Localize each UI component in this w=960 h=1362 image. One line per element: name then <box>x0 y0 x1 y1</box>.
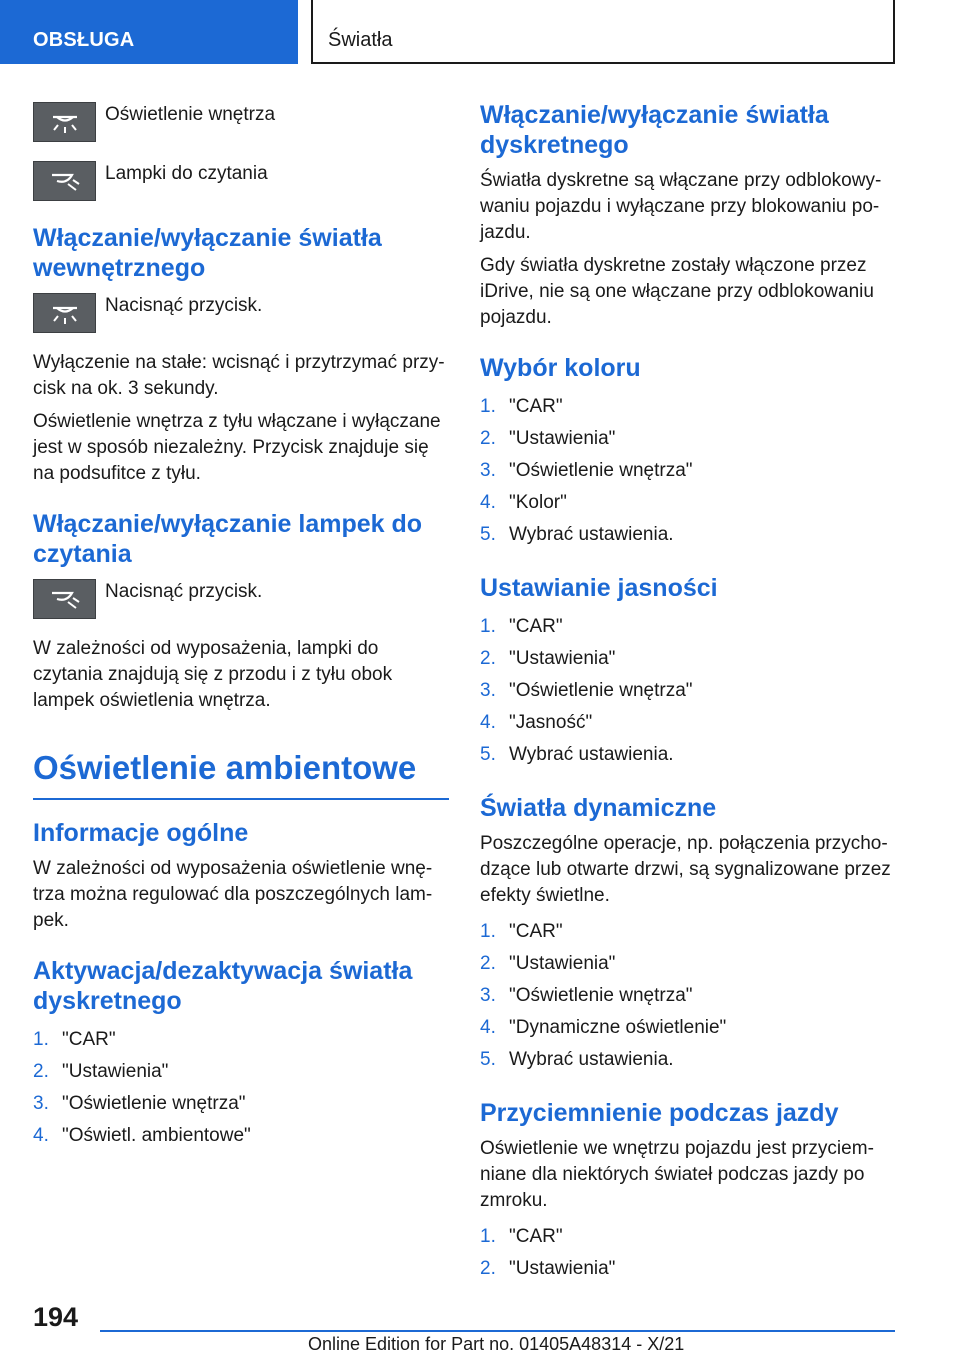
step-text: "CAR" <box>509 921 563 942</box>
interior-paragraph-2: Oświetlenie wnętrza z tyłu włączane i wyłączane jest w sposób niezależny. Przycisk znajduje się na podsufitce z tyłu. <box>33 411 441 484</box>
step-number: 2. <box>480 1258 496 1279</box>
dynamic-paragraph-1: Poszczególne operacje, np. połączenia przychodzące lub otwarte drzwi, są sygnalizowane przez efekty świetlne. <box>480 833 891 906</box>
step-number: 5. <box>480 1049 496 1070</box>
heading-ambient-lighting: Oświetlenie ambientowe <box>33 748 449 800</box>
step-number: 4. <box>480 712 496 733</box>
step-text: "Ustawienia" <box>509 953 616 974</box>
step-text: "Jasność" <box>509 712 593 733</box>
dimming-steps-list <box>480 1221 896 1285</box>
list-item <box>480 611 896 643</box>
step-number: 1. <box>480 616 496 637</box>
step-text: Wybrać ustawienia. <box>509 744 674 765</box>
list-item <box>33 1056 449 1088</box>
interior-light-button-icon <box>33 293 96 333</box>
list-item <box>480 455 896 487</box>
page-number: 194 <box>33 1302 79 1332</box>
step-number: 3. <box>480 985 496 1006</box>
reading-paragraph-1: W zależności od wyposażenia, lampki do czytania znajdują się z przodu i z tyłu obok lampek oświetlenia wnętrza. <box>33 638 393 711</box>
step-text: "Oświetl. ambientowe" <box>62 1125 251 1146</box>
interior-paragraph-1: Wyłączenie na stałe: wcisnąć i przytrzymać przycisk na ok. 3 sekundy. <box>33 352 445 399</box>
heading-dynamic-lights: Światła dynamiczne <box>480 794 717 822</box>
step-text: "CAR" <box>509 1226 563 1247</box>
icon-row-interior <box>33 100 449 142</box>
icon-row-reading <box>33 159 449 201</box>
reading-light-label: Lampki do czytania <box>105 163 268 184</box>
step-text: "Oświetlenie wnętrza" <box>509 680 693 701</box>
step-text: "Kolor" <box>509 492 567 513</box>
list-item <box>480 1044 896 1076</box>
list-item <box>480 1012 896 1044</box>
step-text: "Oświetlenie wnętrza" <box>509 985 693 1006</box>
color-steps-list <box>480 391 896 551</box>
step-number: 3. <box>480 460 496 481</box>
heading-activate-discreet: Aktywacja/dezaktywacja światła dyskretnego <box>33 957 413 1015</box>
left-column <box>33 100 449 1156</box>
reading-press-text: Nacisnąć przycisk. <box>105 581 263 602</box>
reading-light-button-icon <box>33 579 96 619</box>
step-text: "Dynamiczne oświetlenie" <box>509 1017 727 1038</box>
step-text: "Ustawienia" <box>62 1061 169 1082</box>
step-number: 2. <box>480 648 496 669</box>
step-text: "CAR" <box>509 396 563 417</box>
heading-color-selection: Wybór koloru <box>480 354 641 382</box>
general-paragraph-1: W zależności od wyposażenia oświetlenie wnętrza można regulować dla poszczególnych lampek. <box>33 858 433 931</box>
heading-reading-lights: Włączanie/wyłączanie lampek do czytania <box>33 510 423 568</box>
brightness-steps-list <box>480 611 896 771</box>
icon-row-reading-press <box>33 577 449 619</box>
list-item <box>480 707 896 739</box>
step-number: 2. <box>480 953 496 974</box>
heading-brightness: Ustawianie jasności <box>480 574 718 602</box>
list-item <box>480 423 896 455</box>
chapter-tab <box>311 0 895 64</box>
interior-light-icon <box>33 102 96 142</box>
step-text: "CAR" <box>62 1029 116 1050</box>
step-number: 1. <box>480 921 496 942</box>
footer-divider <box>100 1330 895 1332</box>
step-text: "Ustawienia" <box>509 1258 616 1279</box>
heading-interior-light: Włączanie/wyłączanie światła wewnętrznego <box>33 224 382 282</box>
step-number: 5. <box>480 524 496 545</box>
right-column <box>480 100 896 1289</box>
step-text: "CAR" <box>509 616 563 637</box>
step-text: "Ustawienia" <box>509 428 616 449</box>
step-text: "Oświetlenie wnętrza" <box>62 1093 246 1114</box>
step-text: Wybrać ustawienia. <box>509 1049 674 1070</box>
list-item <box>480 948 896 980</box>
section-title: OBSŁUGA <box>33 29 135 51</box>
step-number: 4. <box>33 1125 49 1146</box>
list-item <box>480 980 896 1012</box>
step-number: 5. <box>480 744 496 765</box>
list-item <box>480 739 896 771</box>
step-number: 2. <box>480 428 496 449</box>
step-text: "Oświetlenie wnętrza" <box>509 460 693 481</box>
step-number: 2. <box>33 1061 49 1082</box>
list-item <box>480 487 896 519</box>
step-number: 1. <box>480 1226 496 1247</box>
section-tab <box>0 0 298 64</box>
list-item <box>480 916 896 948</box>
list-item <box>480 1253 896 1285</box>
discreet-paragraph-2: Gdy światła dyskretne zostały włączone przez iDrive, nie są one włączane przy odblokowaniu pojazdu. <box>480 255 874 328</box>
interior-light-label: Oświetlenie wnętrza <box>105 104 276 125</box>
activate-steps-list <box>33 1024 449 1152</box>
step-text: "Ustawienia" <box>509 648 616 669</box>
list-item <box>33 1024 449 1056</box>
discreet-paragraph-1: Światła dyskretne są włączane przy odblokowywaniu pojazdu i wyłączane przy blokowaniu pojazdu. <box>480 170 882 243</box>
reading-light-icon <box>33 161 96 201</box>
list-item <box>480 643 896 675</box>
list-item <box>480 675 896 707</box>
heading-dimming: Przyciemnienie podczas jazdy <box>480 1099 839 1127</box>
chapter-title: Światła <box>328 29 393 51</box>
step-number: 3. <box>480 680 496 701</box>
list-item <box>480 391 896 423</box>
step-number: 4. <box>480 492 496 513</box>
list-item <box>33 1120 449 1152</box>
heading-discreet-light: Włączanie/wyłączanie światła dyskretnego <box>480 101 829 159</box>
step-number: 1. <box>480 396 496 417</box>
step-number: 4. <box>480 1017 496 1038</box>
list-item <box>33 1088 449 1120</box>
dynamic-steps-list <box>480 916 896 1076</box>
list-item <box>480 1221 896 1253</box>
step-number: 1. <box>33 1029 49 1050</box>
heading-general-info: Informacje ogólne <box>33 819 249 847</box>
icon-row-interior-press <box>33 291 449 333</box>
interior-press-text: Nacisnąć przycisk. <box>105 295 263 316</box>
step-text: Wybrać ustawienia. <box>509 524 674 545</box>
list-item <box>480 519 896 551</box>
step-number: 3. <box>33 1093 49 1114</box>
dimming-paragraph-1: Oświetlenie we wnętrzu pojazdu jest przyciemniane dla niektórych świateł podczas jazdy po zmroku. <box>480 1138 874 1211</box>
edition-note: Online Edition for Part no. 01405A48314 - X/21 <box>308 1334 685 1354</box>
